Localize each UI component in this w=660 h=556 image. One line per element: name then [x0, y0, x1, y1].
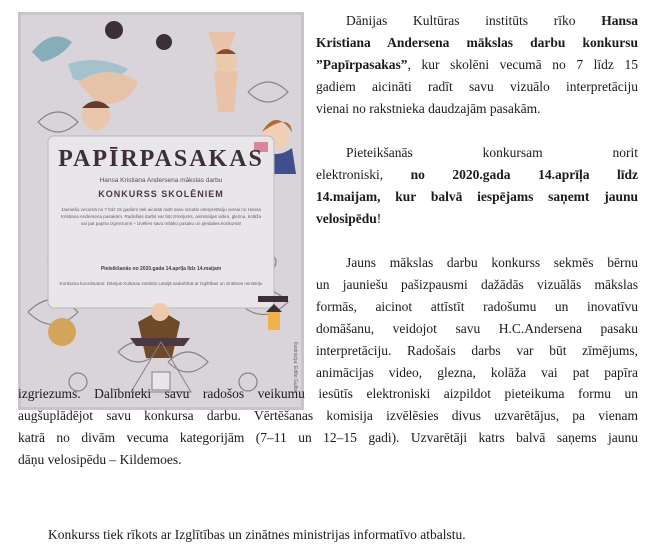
text-line: animācijas video, glezna, kolāža vai pat papīra	[316, 364, 638, 380]
poster-title: PAPĪRPASAKAS	[58, 146, 264, 172]
poster-description: Jauniešu vecumā no 7 līdz 15 gadiem tiek aicināti radīt savu vizuālo interpretāciju vienai no Hansa Kristiana Andersena pasakām. Radošais darbs var būt zīmējums, animācijas video, glezna, kolāža vai pat papīra izgriezums – izvēlies savu mīļāko pasaku un piedalies konkursā!	[60, 207, 262, 226]
text-line: ”Papīrpasakas”, kur skolēni vecumā no 7 līdz 15	[316, 56, 638, 72]
paragraph-application	[316, 142, 638, 230]
text-line: domāšanu, veidojot savu H.C.Andersena pasaku	[316, 320, 638, 336]
text-line: interpretāciju. Radošais darbs var būt zīmējums,	[316, 342, 638, 358]
text-line: un jauniešu pašizpausmi dažādās vizuālās mākslas	[316, 276, 638, 292]
text-line: elektroniski, no 2020.gada 14.aprīļa līdz	[316, 166, 638, 182]
text-line: Konkurss tiek rīkots ar Izglītības un zinātnes ministrijas informatīvo atbalstu.	[48, 527, 466, 542]
text-line: vienai no rakstnieka daudzajām pasakām.	[316, 100, 541, 116]
poster-subtitle: Hansa Kristiana Andersena mākslas darbu	[99, 177, 223, 184]
text-line: gadiem aicināti radīt savu vizuālo interpretāciju	[316, 78, 638, 94]
text-line: katrā no divām vecuma kategorijām (7–11 un 12–15 gadi). Uzvarētāji katrs balvā saņems jaunu	[18, 430, 638, 446]
poster-credit: Ilustrācija: Edīte Gulbe	[292, 341, 298, 392]
contest-poster	[18, 12, 304, 410]
text-line: Pieteikšanās konkursam norit	[346, 145, 638, 160]
poster-subtitle-contest: KONKURSS SKOLĒNIEM	[98, 189, 224, 199]
paragraph-intro	[316, 10, 638, 120]
text-line: dāņu velosipēdu – Kildemoes.	[18, 452, 182, 468]
text-line: velosipēdu!	[316, 210, 382, 226]
text-line: augšuplādējot savu konkursa darbu. Vērtēšanas komisija izvēlēsies divus uzvarētājus, pa vienam	[18, 408, 638, 424]
text-line: formās, aicinot attīstīt radošumu un inovatīvu	[316, 298, 638, 314]
paragraph-description-continued	[18, 383, 638, 471]
text-line: 14.maijam, kur balvā iespējams saņemt jaunu	[316, 188, 638, 204]
poster-dates: Pieteikšanās no 2020.gada 14.aprīļa līdz 14.maijam	[100, 266, 222, 272]
text-line: Dānijas Kultūras institūts rīko Hansa	[346, 13, 638, 28]
poster-organizers: Konkursa koordinatori: Dānijas Kultūras institūts Latvijā sadarbībā ar Izglītības un zinātnes ministriju	[59, 281, 263, 286]
paragraph-support	[18, 524, 638, 546]
text-line: Kristiana Andersena mākslas darbu konkursu	[316, 34, 638, 50]
text-line: Jauns mākslas darbu konkurss sekmēs bērnu	[346, 255, 638, 270]
paragraph-description	[316, 252, 638, 383]
text-line: izgriezums. Dalībnieki savu radošos veikumu iesūtīs elektroniski aizpildot pieteikuma formu un	[18, 386, 638, 402]
